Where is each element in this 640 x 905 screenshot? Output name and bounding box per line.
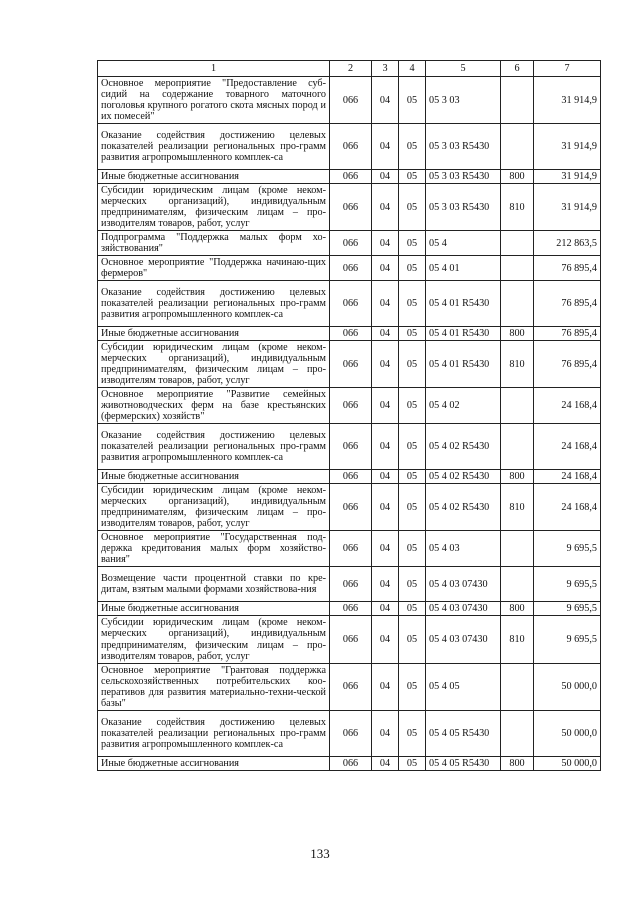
ved-code: 066 bbox=[330, 484, 372, 531]
ved-code: 066 bbox=[330, 327, 372, 341]
ved-code: 066 bbox=[330, 256, 372, 281]
subsection-code: 05 bbox=[399, 616, 426, 663]
table-row bbox=[98, 184, 601, 231]
section-code: 04 bbox=[372, 484, 399, 531]
amount: 31 914,9 bbox=[534, 170, 601, 184]
subsection-code: 05 bbox=[399, 484, 426, 531]
subsection-code: 05 bbox=[399, 327, 426, 341]
ved-code: 066 bbox=[330, 424, 372, 470]
section-code: 04 bbox=[372, 470, 399, 484]
column-header: 2 bbox=[330, 61, 372, 77]
section-code: 04 bbox=[372, 170, 399, 184]
target-article-code: 05 4 05 bbox=[426, 663, 501, 710]
section-code: 04 bbox=[372, 531, 399, 567]
target-article-code: 05 3 03 R5430 bbox=[426, 184, 501, 231]
section-code: 04 bbox=[372, 388, 399, 424]
target-article-code: 05 3 03 R5430 bbox=[426, 170, 501, 184]
expense-type-code bbox=[501, 710, 534, 756]
target-article-code: 05 3 03 bbox=[426, 77, 501, 124]
expense-type-code: 810 bbox=[501, 616, 534, 663]
row-name: Основное мероприятие "Грантовая поддержка сельскохозяйственных потребительских коо-перативов для развития материально-техни-ческой базы" bbox=[98, 663, 330, 710]
section-code: 04 bbox=[372, 281, 399, 327]
column-header: 3 bbox=[372, 61, 399, 77]
ved-code: 066 bbox=[330, 602, 372, 616]
row-name: Основное мероприятие "Предоставление суб-сидий на содержание товарного маточного поголовья крупного рогатого скота мясных пород и их помесей" bbox=[98, 77, 330, 124]
row-name: Оказание содействия достижению целевых показателей реализации региональных про-грамм развития агропромышленного комплек-са bbox=[98, 281, 330, 327]
table-row bbox=[98, 663, 601, 710]
section-code: 04 bbox=[372, 184, 399, 231]
row-name: Субсидии юридическим лицам (кроме неком-мерческих организаций), индивидуальным предпринимателям, физическим лицам – про-изводителям товаров, работ, услуг bbox=[98, 184, 330, 231]
expense-type-code bbox=[501, 281, 534, 327]
target-article-code: 05 4 03 bbox=[426, 531, 501, 567]
amount: 31 914,9 bbox=[534, 124, 601, 170]
row-name: Субсидии юридическим лицам (кроме неком-мерческих организаций), индивидуальным предпринимателям, физическим лицам – про-изводителям товаров, работ, услуг bbox=[98, 341, 330, 388]
table-row bbox=[98, 470, 601, 484]
column-header: 6 bbox=[501, 61, 534, 77]
row-name: Подпрограмма "Поддержка малых форм хо-зяйствования" bbox=[98, 231, 330, 256]
row-name: Иные бюджетные ассигнования bbox=[98, 327, 330, 341]
amount: 9 695,5 bbox=[534, 567, 601, 602]
ved-code: 066 bbox=[330, 77, 372, 124]
subsection-code: 05 bbox=[399, 124, 426, 170]
target-article-code: 05 4 05 R5430 bbox=[426, 756, 501, 770]
budget-table bbox=[97, 60, 601, 771]
amount: 31 914,9 bbox=[534, 77, 601, 124]
table-row bbox=[98, 567, 601, 602]
ved-code: 066 bbox=[330, 710, 372, 756]
expense-type-code bbox=[501, 256, 534, 281]
row-name: Иные бюджетные ассигнования bbox=[98, 756, 330, 770]
expense-type-code: 810 bbox=[501, 184, 534, 231]
row-name: Основное мероприятие "Поддержка начинаю-щих фермеров" bbox=[98, 256, 330, 281]
target-article-code: 05 4 03 07430 bbox=[426, 602, 501, 616]
table-row bbox=[98, 170, 601, 184]
amount: 76 895,4 bbox=[534, 341, 601, 388]
row-name: Основное мероприятие "Государственная под-держка кредитования малых форм хозяйство-вания" bbox=[98, 531, 330, 567]
amount: 9 695,5 bbox=[534, 616, 601, 663]
ved-code: 066 bbox=[330, 281, 372, 327]
table-row bbox=[98, 616, 601, 663]
expense-type-code: 800 bbox=[501, 327, 534, 341]
section-code: 04 bbox=[372, 341, 399, 388]
target-article-code: 05 4 03 07430 bbox=[426, 616, 501, 663]
ved-code: 066 bbox=[330, 231, 372, 256]
subsection-code: 05 bbox=[399, 424, 426, 470]
section-code: 04 bbox=[372, 710, 399, 756]
expense-type-code bbox=[501, 531, 534, 567]
subsection-code: 05 bbox=[399, 231, 426, 256]
target-article-code: 05 3 03 R5430 bbox=[426, 124, 501, 170]
amount: 24 168,4 bbox=[534, 470, 601, 484]
table-row bbox=[98, 710, 601, 756]
row-name: Оказание содействия достижению целевых показателей реализации региональных про-грамм развития агропромышленного комплек-са bbox=[98, 710, 330, 756]
column-header: 4 bbox=[399, 61, 426, 77]
section-code: 04 bbox=[372, 756, 399, 770]
table-row bbox=[98, 231, 601, 256]
subsection-code: 05 bbox=[399, 756, 426, 770]
target-article-code: 05 4 02 R5430 bbox=[426, 424, 501, 470]
expense-type-code bbox=[501, 567, 534, 602]
expense-type-code: 810 bbox=[501, 341, 534, 388]
subsection-code: 05 bbox=[399, 602, 426, 616]
subsection-code: 05 bbox=[399, 170, 426, 184]
target-article-code: 05 4 05 R5430 bbox=[426, 710, 501, 756]
section-code: 04 bbox=[372, 231, 399, 256]
subsection-code: 05 bbox=[399, 531, 426, 567]
row-name: Оказание содействия достижению целевых показателей реализации региональных про-грамм развития агропромышленного комплек-са bbox=[98, 124, 330, 170]
table-row bbox=[98, 531, 601, 567]
table-body bbox=[98, 77, 601, 771]
amount: 50 000,0 bbox=[534, 663, 601, 710]
amount: 50 000,0 bbox=[534, 710, 601, 756]
amount: 76 895,4 bbox=[534, 327, 601, 341]
amount: 9 695,5 bbox=[534, 531, 601, 567]
row-name: Субсидии юридическим лицам (кроме неком-мерческих организаций), индивидуальным предпринимателям, физическим лицам – про-изводителям товаров, работ, услуг bbox=[98, 484, 330, 531]
table-row bbox=[98, 602, 601, 616]
subsection-code: 05 bbox=[399, 184, 426, 231]
ved-code: 066 bbox=[330, 184, 372, 231]
target-article-code: 05 4 02 R5430 bbox=[426, 470, 501, 484]
section-code: 04 bbox=[372, 567, 399, 602]
section-code: 04 bbox=[372, 663, 399, 710]
section-code: 04 bbox=[372, 424, 399, 470]
subsection-code: 05 bbox=[399, 388, 426, 424]
subsection-code: 05 bbox=[399, 256, 426, 281]
page-number: 133 bbox=[310, 846, 330, 861]
target-article-code: 05 4 01 R5430 bbox=[426, 281, 501, 327]
ved-code: 066 bbox=[330, 567, 372, 602]
column-header: 7 bbox=[534, 61, 601, 77]
amount: 31 914,9 bbox=[534, 184, 601, 231]
target-article-code: 05 4 bbox=[426, 231, 501, 256]
table-row bbox=[98, 256, 601, 281]
section-code: 04 bbox=[372, 616, 399, 663]
ved-code: 066 bbox=[330, 341, 372, 388]
section-code: 04 bbox=[372, 256, 399, 281]
subsection-code: 05 bbox=[399, 567, 426, 602]
target-article-code: 05 4 01 bbox=[426, 256, 501, 281]
expense-type-code: 810 bbox=[501, 484, 534, 531]
expense-type-code bbox=[501, 77, 534, 124]
row-name: Иные бюджетные ассигнования bbox=[98, 170, 330, 184]
subsection-code: 05 bbox=[399, 341, 426, 388]
amount: 24 168,4 bbox=[534, 484, 601, 531]
column-header: 5 bbox=[426, 61, 501, 77]
section-code: 04 bbox=[372, 77, 399, 124]
expense-type-code: 800 bbox=[501, 170, 534, 184]
expense-type-code bbox=[501, 663, 534, 710]
target-article-code: 05 4 01 R5430 bbox=[426, 341, 501, 388]
table-row bbox=[98, 388, 601, 424]
ved-code: 066 bbox=[330, 531, 372, 567]
section-code: 04 bbox=[372, 124, 399, 170]
row-name: Иные бюджетные ассигнования bbox=[98, 602, 330, 616]
amount: 9 695,5 bbox=[534, 602, 601, 616]
expense-type-code: 800 bbox=[501, 756, 534, 770]
amount: 212 863,5 bbox=[534, 231, 601, 256]
amount: 76 895,4 bbox=[534, 256, 601, 281]
expense-type-code bbox=[501, 388, 534, 424]
amount: 24 168,4 bbox=[534, 424, 601, 470]
ved-code: 066 bbox=[330, 170, 372, 184]
section-code: 04 bbox=[372, 327, 399, 341]
ved-code: 066 bbox=[330, 616, 372, 663]
ved-code: 066 bbox=[330, 388, 372, 424]
table-row bbox=[98, 327, 601, 341]
table-row bbox=[98, 756, 601, 770]
row-name: Оказание содействия достижению целевых показателей реализации региональных про-грамм развития агропромышленного комплек-са bbox=[98, 424, 330, 470]
row-name: Основное мероприятие "Развитие семейных животноводческих ферм на базе крестьянских (фермерских) хозяйств" bbox=[98, 388, 330, 424]
expense-type-code bbox=[501, 424, 534, 470]
subsection-code: 05 bbox=[399, 470, 426, 484]
ved-code: 066 bbox=[330, 124, 372, 170]
expense-type-code: 800 bbox=[501, 602, 534, 616]
target-article-code: 05 4 01 R5430 bbox=[426, 327, 501, 341]
row-name: Иные бюджетные ассигнования bbox=[98, 470, 330, 484]
table-header-row bbox=[98, 61, 601, 77]
table-row bbox=[98, 484, 601, 531]
table-row bbox=[98, 341, 601, 388]
subsection-code: 05 bbox=[399, 281, 426, 327]
subsection-code: 05 bbox=[399, 663, 426, 710]
section-code: 04 bbox=[372, 602, 399, 616]
amount: 76 895,4 bbox=[534, 281, 601, 327]
table-row bbox=[98, 77, 601, 124]
table-row bbox=[98, 124, 601, 170]
target-article-code: 05 4 02 bbox=[426, 388, 501, 424]
table-row bbox=[98, 281, 601, 327]
expense-type-code bbox=[501, 124, 534, 170]
table-row bbox=[98, 424, 601, 470]
ved-code: 066 bbox=[330, 470, 372, 484]
subsection-code: 05 bbox=[399, 710, 426, 756]
target-article-code: 05 4 03 07430 bbox=[426, 567, 501, 602]
target-article-code: 05 4 02 R5430 bbox=[426, 484, 501, 531]
expense-type-code: 800 bbox=[501, 470, 534, 484]
ved-code: 066 bbox=[330, 663, 372, 710]
column-header: 1 bbox=[98, 61, 330, 77]
row-name: Субсидии юридическим лицам (кроме неком-мерческих организаций), индивидуальным предпринимателям, физическим лицам – про-изводителям товаров, работ, услуг bbox=[98, 616, 330, 663]
amount: 24 168,4 bbox=[534, 388, 601, 424]
expense-type-code bbox=[501, 231, 534, 256]
row-name: Возмещение части процентной ставки по кре-дитам, взятым малыми формами хозяйствова-ния bbox=[98, 567, 330, 602]
amount: 50 000,0 bbox=[534, 756, 601, 770]
subsection-code: 05 bbox=[399, 77, 426, 124]
ved-code: 066 bbox=[330, 756, 372, 770]
